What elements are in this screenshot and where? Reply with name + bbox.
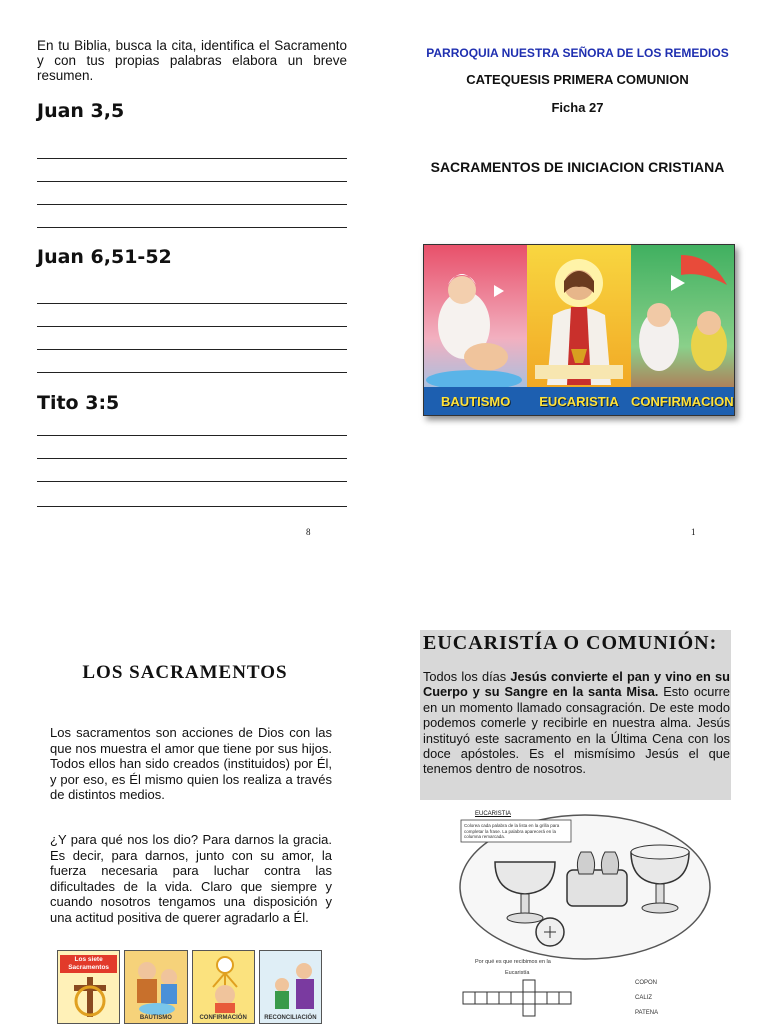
thumbnail-caption: Los siete Sacramentos xyxy=(60,955,117,973)
answer-line xyxy=(37,204,347,205)
word-list-item: PATENA xyxy=(635,1010,659,1016)
answer-line xyxy=(37,326,347,327)
eucharist-text-part: Todos los días xyxy=(423,669,511,684)
citation-juan-3-5: Juan 3,5 xyxy=(37,100,125,122)
answer-line xyxy=(37,372,347,373)
baptism-panel xyxy=(424,245,527,415)
answer-line xyxy=(37,181,347,182)
section-title: LOS SACRAMENTOS xyxy=(82,662,288,683)
reconciliation-icon xyxy=(260,951,322,1024)
instructions-text: En tu Biblia, busca la cita, identifica el Sacramento y con tus propias palabras elabora un breve resumen. xyxy=(37,38,347,83)
paragraph-purpose: ¿Y para qué nos los dio? Para darnos la gracia. Es decir, para darnos, junto con su amor, la fuerza necesaria para luchar contra las dificultades de la vida. Claro que siempre y cuando nosotros tengamos una disposición y una actitud positiva de querer agradarlo a Él. xyxy=(50,832,332,925)
answer-line xyxy=(37,506,347,507)
banner-label-baptism: BAUTISMO xyxy=(440,394,511,409)
confirmation-panel xyxy=(631,245,734,415)
thumbnail-caption: CONFIRMACIÓN xyxy=(199,1015,247,1021)
word-list-item: COPON xyxy=(635,980,658,986)
worksheet-illustration xyxy=(455,812,715,1024)
page-number: 1 xyxy=(691,527,696,537)
eucharist-panel xyxy=(527,245,630,415)
answer-line xyxy=(37,458,347,459)
worksheet-instruction: Colorea cada palabra de la lista en la grilla para completar la frase. La palabra aparecerá en la columna remarcada. xyxy=(464,823,560,839)
thumbnail-confirmation xyxy=(192,950,255,1024)
citation-juan-6-51: Juan 6,51-52 xyxy=(37,246,172,268)
thumbnail-caption: RECONCILIACIÓN xyxy=(264,1015,317,1021)
word-list-item: CALIZ xyxy=(635,995,653,1001)
answer-line xyxy=(37,158,347,159)
sacrament-thumbnails xyxy=(57,950,322,1024)
eucharist-title: EUCARISTÍA O COMUNIÓN: xyxy=(423,632,718,654)
sacraments-banner xyxy=(423,244,735,416)
worksheet-heading: EUCARISTIA xyxy=(475,811,512,817)
confirmation-icon xyxy=(193,951,255,1024)
cross-icon xyxy=(58,951,120,1024)
thumbnail-caption: BAUTISMO xyxy=(139,1015,172,1021)
eucharist-worksheet xyxy=(455,812,715,1024)
answer-line xyxy=(37,481,347,482)
course-title: CATEQUESIS PRIMERA COMUNION xyxy=(466,72,689,87)
sheet-number: Ficha 27 xyxy=(551,100,604,115)
answer-line xyxy=(37,435,347,436)
word-list xyxy=(635,976,658,1021)
eucharist-text-bold: Jesús convierte el pan y vino en su Cuerpo y su Sangre en la santa Misa. xyxy=(423,669,730,700)
worksheet-blank: Eucaristía xyxy=(505,970,530,976)
answer-line xyxy=(37,303,347,304)
parish-name: PARROQUIA NUESTRA SEÑORA DE LOS REMEDIOS xyxy=(426,46,729,60)
eucharist-text-part: Esto ocurre en un momento llamado consagración. De este modo podemos comerle y recibirle en nuestra alma. Jesús instituyó este sacramento en la Última Cena con los doce apóstoles. Es el mismísimo Jesús el que tenemos dentro de nosotros. xyxy=(423,684,730,777)
answer-line xyxy=(37,227,347,228)
banner-label-confirmation: CONFIRMACION xyxy=(631,394,734,409)
worksheet-question: Por qué es que recibimos en la xyxy=(475,959,551,965)
page-number: 8 xyxy=(306,527,311,537)
thumbnail-reconciliation xyxy=(259,950,322,1024)
answer-line xyxy=(37,349,347,350)
baptism-icon xyxy=(125,951,187,1024)
thumbnail-baptism xyxy=(124,950,187,1024)
page-title: SACRAMENTOS DE INICIACION CRISTIANA xyxy=(430,159,725,175)
paragraph-intro: Los sacramentos son acciones de Dios con las que nos muestra el amor que tiene por sus hijos. Todos ellos han sido creados (instituidos) por Él, y por eso, es Él mismo quien los realiza a través de distintos medios. xyxy=(50,725,332,803)
eucharist-text xyxy=(423,669,730,777)
thumbnail-seven-sacraments xyxy=(57,950,120,1024)
banner-label-eucharist: EUCARISTIA xyxy=(539,394,619,409)
citation-tito-3-5: Tito 3:5 xyxy=(37,392,120,414)
